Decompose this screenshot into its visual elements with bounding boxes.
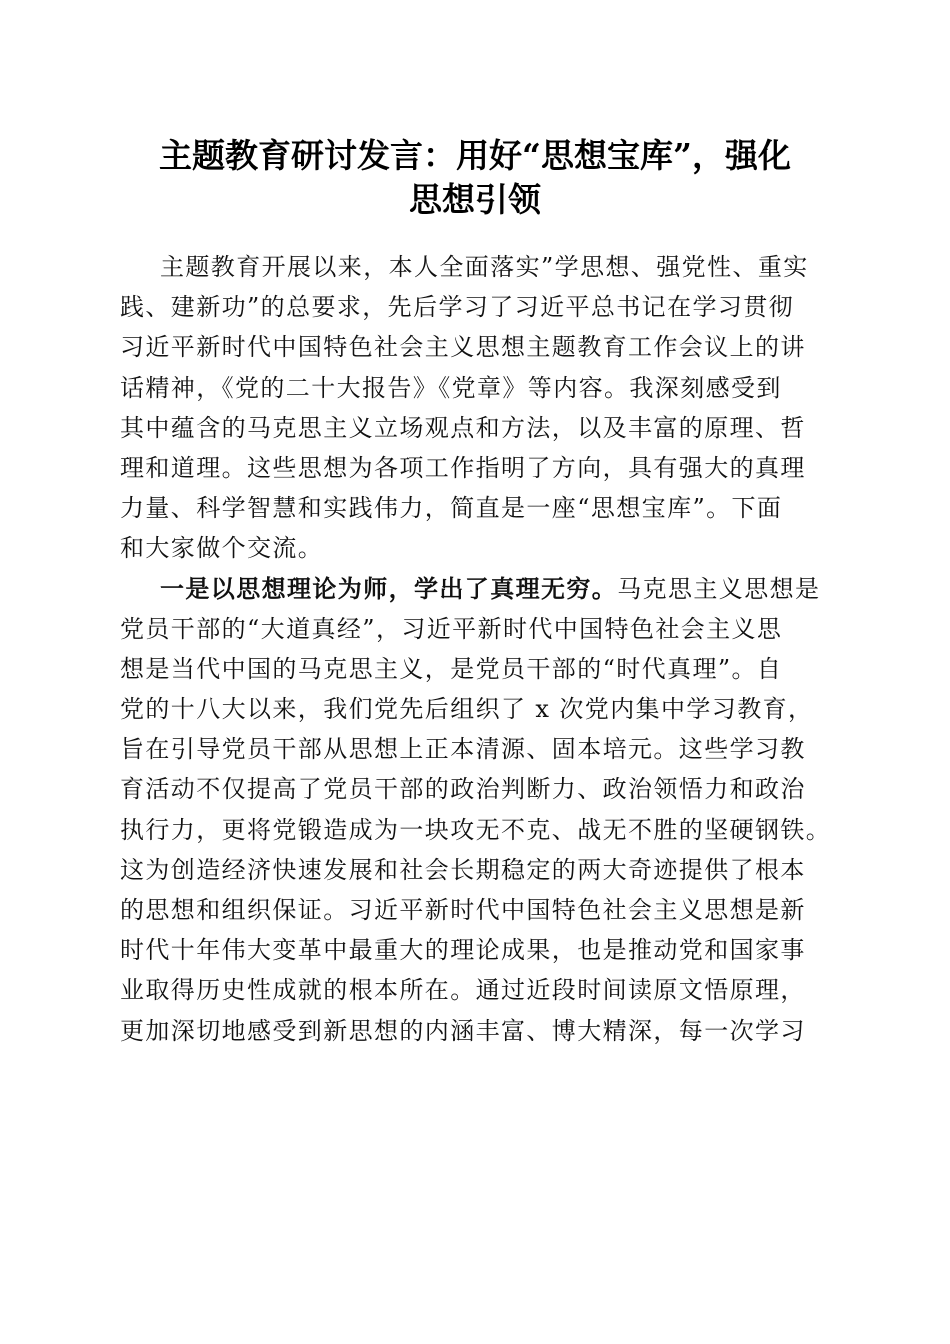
paragraph2-first-line — [120, 569, 832, 609]
paragraph2-line: 党的十八大以来，我们党先后组织了 x 次党内集中学习教育， — [120, 695, 814, 724]
paragraph2-line: 的思想和组织保证。习近平新时代中国特色社会主义思想是新 — [120, 896, 806, 924]
paragraph2-line: 这为创造经济快速发展和社会长期稳定的两大奇迹提供了根本 — [120, 855, 806, 884]
paragraph1-line: 话精神，《党的二十大报告》《党章》等内容。我深刻感受到 — [120, 373, 782, 402]
paragraph2-line: 党员干部的“大道真经”，习近平新时代中国特色社会主义思 — [120, 614, 783, 643]
title-line-1: 主题教育研讨发言：用好“思想宝库”，强化 — [159, 136, 791, 175]
paragraph1-line: 习近平新时代中国特色社会主义思想主题教育工作会议上的讲 — [120, 333, 806, 362]
paragraph1-line: 力量、科学智慧和实践伟力，简直是一座“思想宝库”。下面 — [120, 494, 783, 523]
paragraph2-line: 育活动不仅提高了党员干部的政治判断力、政治领悟力和政治 — [120, 775, 806, 804]
document-title — [110, 134, 840, 222]
document-body — [120, 247, 832, 1051]
paragraph1-line: 理和道理。这些思想为各项工作指明了方向，具有强大的真理 — [120, 453, 806, 482]
paragraph1-line: 主题教育开展以来，本人全面落实”学思想、强党性、重实 — [160, 253, 809, 281]
paragraph2-line: 业取得历史性成就的根本所在。通过近段时间读原文悟原理， — [120, 976, 806, 1005]
paragraph2-first-rest: 马克思主义思想是 — [617, 574, 821, 603]
paragraph1-line: 和大家做个交流。 — [120, 534, 324, 563]
title-line-2: 思想引领 — [409, 180, 541, 219]
paragraph2-line: 时代十年伟大变革中最重大的理论成果，也是推动党和国家事 — [120, 936, 806, 965]
paragraph2-line: 想是当代中国的马克思主义，是党员干部的“时代真理”。自 — [120, 654, 783, 683]
paragraph2-line: 更加深切地感受到新思想的内涵丰富、博大精深，每一次学习 — [120, 1016, 806, 1045]
paragraph2-line: 旨在引导党员干部从思想上正本清源、固本培元。这些学习教 — [120, 735, 806, 764]
paragraph2-heading: 一是以思想理论为师，学出了真理无穷。 — [160, 573, 618, 603]
paragraph1-line: 其中蕴含的马克思主义立场观点和方法，以及丰富的原理、哲 — [120, 413, 806, 442]
paragraph2-line: 执行力，更将党锻造成为一块攻无不克、战无不胜的坚硬钢铁。 — [120, 815, 832, 844]
paragraph1-line: 践、建新功”的总要求，先后学习了习近平总书记在学习贯彻 — [120, 293, 795, 322]
